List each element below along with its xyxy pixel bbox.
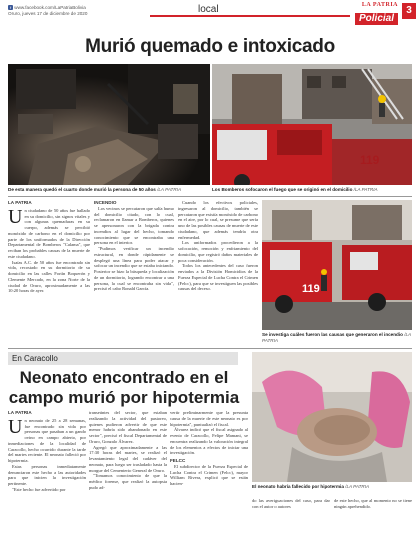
- caption-burned-room: [8, 187, 212, 193]
- article1-col1: [8, 200, 90, 294]
- article1-col1-p2: Isaías A.C. de 50 años fue encontrado sin vida, recostado en su dormitorio de su domicilio en las calles Fortín Boquerón y Clemente Mercado, en la zona Norte de la ciudad de Oruro, aproximadamente a las 10:20 horas de ayer.: [8, 259, 90, 294]
- article2-byline: LA PATRIA: [8, 410, 32, 415]
- article2-col3-p3: El subdirector de la Fuerza Especial de Lucha Contra el Crimen (Felcc), mayor William Rivera, explicó que se están hacien-: [170, 463, 248, 486]
- article1-col2-p1: Los vecinos se percataron que salía humo del domicilio citado, con lo cual, reclamaron en llamar a Bomberos, quienes se apersonaron con la brigada contra incendios al lugar del hecho, tomando conocimiento que se encontraba una persona en el interior.: [94, 205, 174, 246]
- article2-kicker: En Caracollo: [8, 352, 238, 365]
- article1-col2-p2: "Pudimos verificar un incendio estructural, en donde rápidamente se desplegó una línea para poder atacar y sofocar un incendio que se estaba iniciando. Posterior se hizo la búsqueda y localización de un dormitorio, logrando encontrar a una persona, la cual se encontraba sin vida", precisó el cabo Ronald García.: [94, 246, 174, 292]
- article2-col5: [334, 498, 412, 510]
- article2-subhead-felcc: FELCC: [170, 458, 186, 463]
- article2-col1-p2: Estas personas inmediatamente denunciaron este hecho a las autoridades para que inicien la investigación pertinente.: [8, 463, 86, 486]
- facebook-icon: f: [9, 5, 12, 11]
- article2-col3-p2: Álvarez indicó que el fiscal asignado al evento de Caracollo, Felipe Mamani, se encuentra realizando la valoración integral de los elementos a efectos de iniciar una investigación.: [170, 427, 248, 456]
- neonate-image: [252, 352, 412, 482]
- caption-neonate-credit: /LA PATRIA: [345, 484, 370, 489]
- article2-col5-text: de este hecho, que al momento no se tiene ningún aprehendido.: [334, 498, 412, 509]
- burned-room-image: [8, 64, 210, 185]
- photo-neonate: [252, 352, 412, 482]
- logo-top: LA PATRIA: [361, 2, 398, 8]
- caption-fire-trucks: [262, 332, 412, 344]
- firefighters-image: [212, 64, 412, 185]
- article1-headline: Murió quemado e intoxicado: [85, 36, 335, 57]
- caption-fire-trucks-credit: /LA PATRIA: [262, 332, 411, 343]
- logo-bottom: Policial: [355, 13, 398, 25]
- page-number: 3: [402, 3, 416, 19]
- article1-col3-p1: Cuando los efectivos policiales, ingresaron al domicilio, también se percataron que existía monóxido de carbono en el aire, por lo cual, se presume que sería uno de las posibles causas de muerte de este ciudadano, que además tendría otra enfermedad.: [178, 200, 258, 240]
- page-header: [0, 0, 420, 34]
- divider-mid: [8, 348, 412, 349]
- header-info: [8, 5, 87, 17]
- header-dateline: Oruro, jueves 17 de diciembre de 2020: [8, 11, 88, 16]
- article2-col1-p3: "Este hecho fue advertido por: [12, 486, 66, 492]
- fire-trucks-image: [262, 200, 412, 330]
- article2-col1-p1: n neonato de 25 a 28 semanas, fue encontrado sin vida por personas que pasaban a un gando ovino en campo abierto, por inmediaciones de la localidad de Caracollo, hecho ocurrido durante la tarde del martes reciente. El neonato falleció por hipotermia.: [8, 417, 86, 463]
- article2-col2-p2: Agregó que aproximadamente a las 17:30 horas del martes, se realizó el levantamiento legal del cadáver del neonato, para luego ser trasladado hasta la morgue del Cementerio General de Oruro.: [89, 444, 167, 473]
- photo-fire-trucks: [262, 200, 412, 330]
- article2-col3: [170, 410, 248, 487]
- caption-burned-room-text: De esta manera quedó el cuarto donde murió la persona de 50 años: [8, 187, 156, 192]
- photo-burned-room: [8, 64, 210, 185]
- article2-dropcap: U: [8, 415, 23, 438]
- article2-col2-p1: transeúntes del sector, que estaban realizando la actividad del pastoreo, quienes pudieron advertir de que este menor habría sido abandonado en este sector", precisó el fiscal Departamental de Oruro, Gonzalo Álvarez.: [89, 410, 167, 444]
- divider-top: [8, 196, 412, 197]
- article2-col3-p1: vertir preliminarmente que la presunta causa de la muerte de este neonato es por hipotermia", puntualizó el fiscal.: [170, 410, 248, 427]
- caption-fire-trucks-text: Se investiga cuáles fueron las causas que generaron el incendio: [262, 332, 403, 337]
- truck-number-2: 119: [302, 283, 320, 295]
- caption-firefighters: [212, 187, 412, 193]
- photo-firefighters: [212, 64, 412, 185]
- caption-firefighters-credit: /LA PATRIA: [353, 187, 378, 192]
- article1-byline: LA PATRIA: [8, 200, 32, 205]
- article1-col3: [178, 200, 258, 292]
- article1-subhead-incendio: INCENDIO: [94, 200, 117, 205]
- caption-neonate-text: El neonato habría fallecido por hipotermia: [252, 484, 344, 489]
- section-tag: [150, 3, 350, 17]
- caption-burned-room-credit: /LA PATRIA: [157, 187, 182, 192]
- caption-neonate: [252, 484, 412, 490]
- article2-headline: Neonato encontrado en el campo murió por hipotermia: [8, 368, 240, 407]
- newspaper-logo: [328, 2, 398, 26]
- caption-firefighters-text: Los Bomberos sofocaron el fuego que se originó en el domicilio: [212, 187, 353, 192]
- article1-col1-p1: n ciudadano de 50 años fue hallado en su domicilio, sin signos vitales y con algunas quemaduras en su cuerpo, además se percibió monóxido de carbono en el domicilio por parte de los uniformados de la Dirección Departamental de Bomberos "Calama", que reciban los probables causas de la muerte de este ciudadano.: [8, 207, 90, 259]
- article2-col1: [8, 410, 86, 493]
- header-web[interactable]: www.facebook.com/LaPatriaBolivia: [14, 5, 86, 10]
- article2-col4-text: do las averiguaciones del caso, para dar con el autor o autores: [252, 498, 330, 509]
- article2-col2: [89, 410, 167, 491]
- article1-col2: [94, 200, 174, 292]
- section-label: local: [198, 4, 219, 15]
- article2-col4: [252, 498, 330, 510]
- article1-col3-p3: Todos los antecedentes del caso fueron enviados a la División Homicidios de la Fuerza Especial de Lucha Contra el Crimen (Felcc), para que se investiguen las posibles causas del deceso.: [178, 263, 258, 292]
- article2-col2-p3: "Tomamos conocimiento de que la médico forense, que realizó la autopsia pudo ad-: [89, 473, 167, 490]
- article1-dropcap: U: [8, 205, 23, 228]
- article1-col3-p2: Los uniformados procedieron a la sofocación, remoción y enfriamiento del domicilio, que registró daños materiales de poca consideración.: [178, 240, 258, 263]
